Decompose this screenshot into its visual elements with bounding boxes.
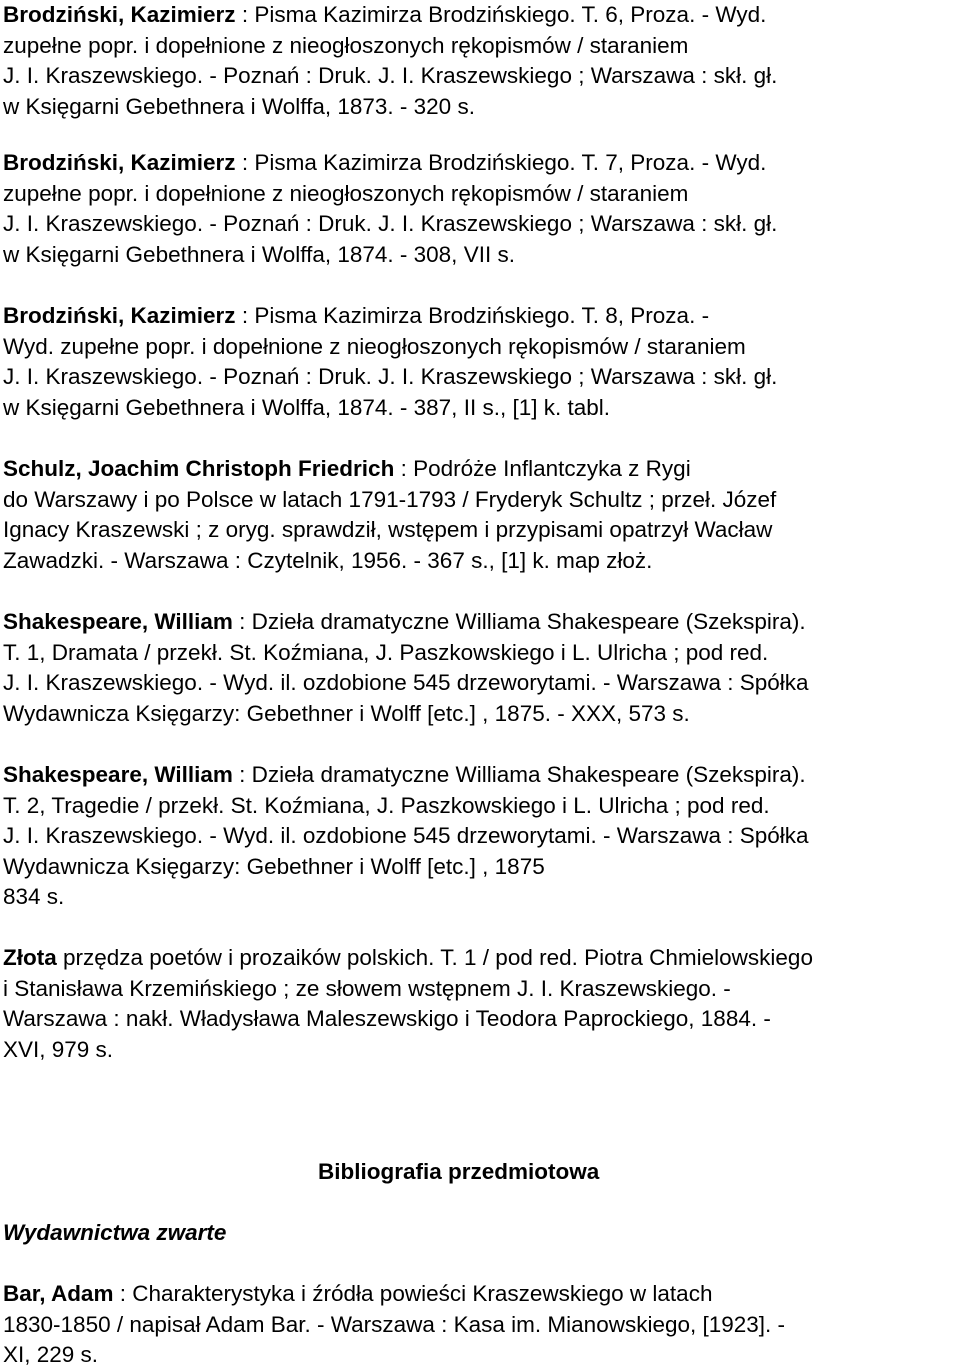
entry-line: XI, 229 s.	[3, 1342, 99, 1368]
entry-line: 1830-1850 / napisał Adam Bar. - Warszawa : Kasa im. Mianowskiego, [1923]. -	[3, 1311, 786, 1337]
entry-line: 834 s.	[3, 884, 65, 910]
bibliography-entry	[3, 943, 960, 1065]
entry-line: Ignacy Kraszewski ; z oryg. sprawdził, wstępem i przypisami opatrzył Wacław	[3, 517, 773, 543]
entry-text: : Dzieła dramatyczne Williama Shakespeare (Szekspira).	[232, 762, 806, 787]
bibliography-entry	[3, 301, 960, 423]
entry-line: w Księgarni Gebethnera i Wolffa, 1874. - 308, VII s.	[3, 241, 515, 267]
entry-author: Bar, Adam	[3, 1281, 114, 1306]
entry-text: : Dzieła dramatyczne Williama Shakespeare (Szekspira).	[232, 609, 806, 634]
entry-line: w Księgarni Gebethnera i Wolffa, 1874. - 387, II s., [1] k. tabl.	[3, 394, 610, 420]
bibliography-entry	[3, 148, 960, 270]
entry-author: Schulz, Joachim Christoph Friedrich	[3, 456, 395, 481]
entry-text: : Podróże Inflantczyka z Rygi	[394, 456, 691, 481]
entry-text: : Pisma Kazimirza Brodzińskiego. T. 7, Proza. - Wyd.	[235, 150, 767, 175]
entry-author: Shakespeare, William	[3, 762, 233, 787]
entry-line: J. I. Kraszewskiego. - Poznań : Druk. J. I. Kraszewskiego ; Warszawa : skł. gł.	[3, 63, 778, 89]
entry-author: Złota	[3, 945, 57, 970]
entry-line: w Księgarni Gebethnera i Wolffa, 1873. - 320 s.	[3, 93, 475, 119]
subsection-heading: Wydawnictwa zwarte	[3, 1220, 227, 1245]
bibliography-entry	[3, 0, 960, 122]
entry-line: zupełne popr. i dopełnione z nieogłoszonych rękopismów / staraniem	[3, 180, 689, 206]
bibliography-entry	[3, 607, 960, 729]
bibliography-entry	[3, 760, 960, 913]
section-heading: Bibliografia przedmiotowa	[318, 1159, 600, 1184]
entry-line	[3, 301, 960, 332]
entry-line: T. 2, Tragedie / przekł. St. Koźmiana, J. Paszkowskiego i L. Ulricha ; pod red.	[3, 792, 770, 818]
entry-line	[3, 943, 960, 974]
entry-line	[3, 454, 960, 485]
entry-line: Wydawnicza Księgarzy: Gebethner i Wolff [etc.] , 1875. - XXX, 573 s.	[3, 700, 690, 726]
entry-line	[3, 607, 960, 638]
bibliography-entry	[3, 454, 960, 576]
entry-line: zupełne popr. i dopełnione z nieogłoszonych rękopismów / staraniem	[3, 32, 689, 58]
entry-text: : Pisma Kazimirza Brodzińskiego. T. 8, Proza. -	[235, 303, 710, 328]
entry-line: J. I. Kraszewskiego. - Wyd. il. ozdobione 545 drzeworytami. - Warszawa : Spółka	[3, 670, 809, 696]
entry-line	[3, 0, 960, 31]
entry-text: : Charakterystyka i źródła powieści Kraszewskiego w latach	[113, 1281, 713, 1306]
entry-text: przędza poetów i prozaików polskich. T. 1 / pod red. Piotra Chmielowskiego	[56, 945, 813, 970]
entry-line	[3, 148, 960, 179]
bibliography-entry	[3, 1279, 960, 1371]
entry-line: Zawadzki. - Warszawa : Czytelnik, 1956. - 367 s., [1] k. map złoż.	[3, 547, 653, 573]
entry-author: Shakespeare, William	[3, 609, 233, 634]
entry-line: XVI, 979 s.	[3, 1036, 114, 1062]
entry-line: J. I. Kraszewskiego. - Wyd. il. ozdobione 545 drzeworytami. - Warszawa : Spółka	[3, 823, 809, 849]
entry-line: J. I. Kraszewskiego. - Poznań : Druk. J. I. Kraszewskiego ; Warszawa : skł. gł.	[3, 211, 778, 237]
entry-line: Warszawa : nakł. Władysława Maleszewskigo i Teodora Paprockiego, 1884. -	[3, 1006, 771, 1032]
entry-line: Wydawnicza Księgarzy: Gebethner i Wolff [etc.] , 1875	[3, 853, 545, 879]
entry-line: T. 1, Dramata / przekł. St. Koźmiana, J. Paszkowskiego i L. Ulricha ; pod red.	[3, 639, 769, 665]
entry-text: : Pisma Kazimirza Brodzińskiego. T. 6, Proza. - Wyd.	[235, 2, 767, 27]
entry-line	[3, 1279, 960, 1310]
entry-author: Brodziński, Kazimierz	[3, 2, 236, 27]
entry-line: Wyd. zupełne popr. i dopełnione z nieogłoszonych rękopismów / staraniem	[3, 333, 746, 359]
entry-line	[3, 760, 960, 791]
entry-author: Brodziński, Kazimierz	[3, 150, 236, 175]
entry-author: Brodziński, Kazimierz	[3, 303, 236, 328]
entry-line: i Stanisława Krzemińskiego ; ze słowem wstępnem J. I. Kraszewskiego. -	[3, 975, 731, 1001]
entry-line: do Warszawy i po Polsce w latach 1791-1793 / Fryderyk Schultz ; przeł. Józef	[3, 486, 777, 512]
entry-line: J. I. Kraszewskiego. - Poznań : Druk. J. I. Kraszewskiego ; Warszawa : skł. gł.	[3, 364, 778, 390]
